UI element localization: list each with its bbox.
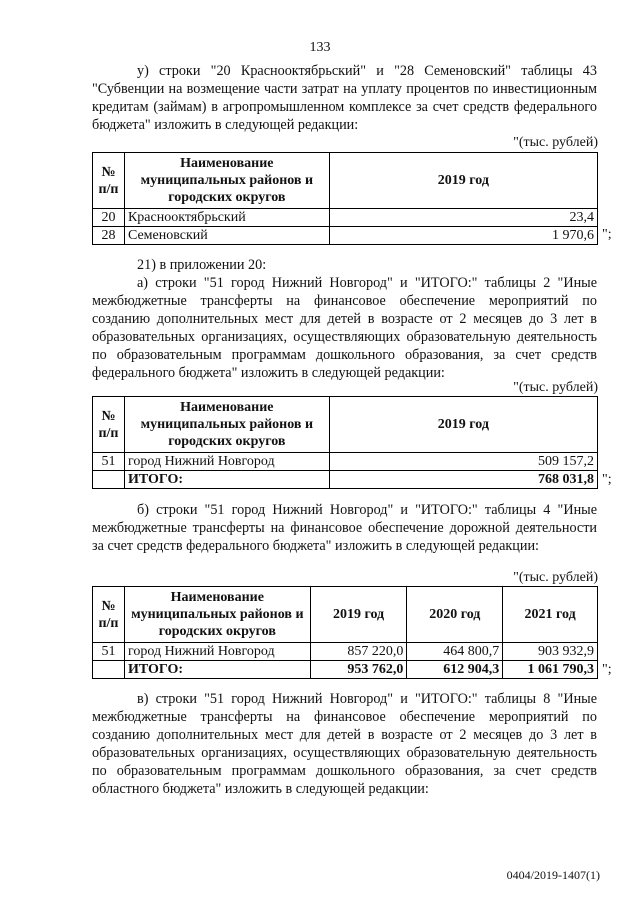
table-subsidies-43 (92, 152, 598, 245)
table-row (93, 209, 598, 227)
col-header-2019: 2019 год (310, 587, 407, 643)
document-code: 0404/2019-1407(1) (506, 868, 600, 882)
row-value-2019: 1 970,6 (329, 227, 597, 245)
table-total-row (93, 661, 598, 679)
col-header-2019: 2019 год (329, 397, 597, 453)
paragraph-v: в) строки "51 город Нижний Новгород" и "ИТОГО:" таблицы 8 "Иные межбюджетные трансферты на финансовое обеспечение мероприятий по созданию дополнительных мест для детей в возрасте от 2 месяцев до 3 лет в образовательных организациях, осуществляющих образовательную деятельность по образовательным программам дошкольного образования, за счет средств областного бюджета" изложить в следующей редакции: (92, 691, 597, 797)
unit-label-1: "(тыс. рублей) (513, 135, 598, 150)
row-name: Краснооктябрьский (124, 209, 329, 227)
row-name: Семеновский (124, 227, 329, 245)
table-row (93, 453, 598, 471)
total-label: ИТОГО: (124, 471, 329, 489)
table-row (93, 643, 598, 661)
page-number: 133 (309, 40, 331, 55)
total-value-2019: 953 762,0 (310, 661, 407, 679)
row-name: город Нижний Новгород (124, 643, 310, 661)
row-num: 20 (93, 209, 125, 227)
row-value-2019: 509 157,2 (329, 453, 597, 471)
col-header-num: № п/п (93, 153, 125, 209)
col-header-2021: 2021 год (503, 587, 598, 643)
col-header-2020: 2020 год (407, 587, 503, 643)
row-value-2021: 903 932,9 (503, 643, 598, 661)
total-value-2019: 768 031,8 (329, 471, 597, 489)
total-label: ИТОГО: (124, 661, 310, 679)
end-quote-3: "; (602, 662, 612, 677)
unit-label-2: "(тыс. рублей) (513, 380, 598, 395)
table-row (93, 227, 598, 245)
col-header-name: Наименование муниципальных районов и городских округов (124, 587, 310, 643)
row-num: 51 (93, 643, 125, 661)
paragraph-b: б) строки "51 город Нижний Новгород" и "ИТОГО:" таблицы 4 "Иные межбюджетные трансферты на финансовое обеспечение дорожной деятельности за счет средств федерального бюджета" изложить в следующей редакции: (92, 502, 597, 554)
row-value-2019: 857 220,0 (310, 643, 407, 661)
row-name: город Нижний Новгород (124, 453, 329, 471)
paragraph-21: 21) в приложении 20: (137, 257, 267, 273)
col-header-num: № п/п (93, 587, 125, 643)
total-value-2020: 612 904,3 (407, 661, 503, 679)
unit-label-3: "(тыс. рублей) (513, 570, 598, 585)
paragraph-a: а) строки "51 город Нижний Новгород" и "ИТОГО:" таблицы 2 "Иные межбюджетные трансферты на финансовое обеспечение мероприятий по созданию дополнительных мест для детей в возрасте от 2 месяцев до 3 лет в образовательных организациях, осуществляющих образовательную деятельность по образовательным программам дошкольного образования, за счет средств федерального бюджета" изложить в следующей редакции: (92, 275, 597, 381)
col-header-name: Наименование муниципальных районов и городских округов (124, 153, 329, 209)
table-transfers-2 (92, 396, 598, 489)
total-value-2021: 1 061 790,3 (503, 661, 598, 679)
row-value-2020: 464 800,7 (407, 643, 503, 661)
paragraph-u: у) строки "20 Краснооктябрьский" и "28 Семеновский" таблицы 43 "Субвенции на возмещение части затрат на уплату процентов по инвестиционным кредитам (займам) в агропромышленном комплексе за счет средств федерального бюджета" изложить в следующей редакции: (92, 63, 597, 133)
col-header-num: № п/п (93, 397, 125, 453)
end-quote-2: "; (602, 472, 612, 487)
row-value-2019: 23,4 (329, 209, 597, 227)
table-total-row (93, 471, 598, 489)
end-quote-1: "; (602, 227, 612, 242)
row-num: 28 (93, 227, 125, 245)
col-header-2019: 2019 год (329, 153, 597, 209)
row-num: 51 (93, 453, 125, 471)
col-header-name: Наименование муниципальных районов и городских округов (124, 397, 329, 453)
table-road-transfers-4 (92, 586, 598, 679)
